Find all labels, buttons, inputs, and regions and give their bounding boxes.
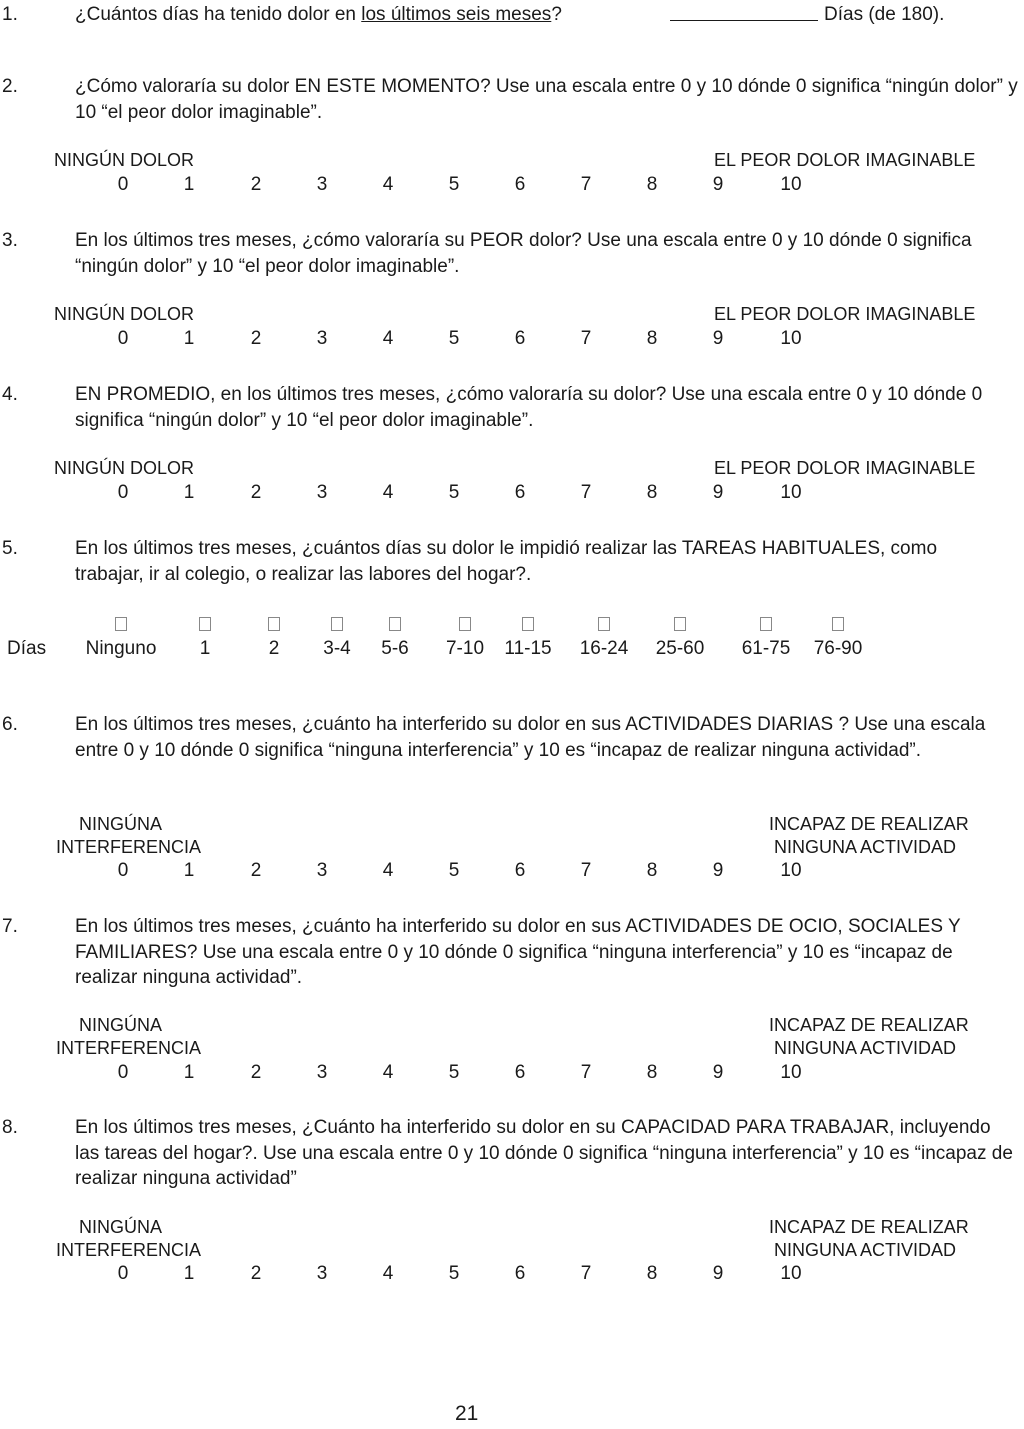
days-answer-blank[interactable] [670, 4, 818, 21]
question-number: 2. [2, 76, 18, 97]
days-option-label: 25-60 [655, 638, 705, 659]
scale-option-4[interactable]: 4 [382, 174, 394, 195]
scale-option-6[interactable]: 6 [514, 1062, 526, 1083]
scale-option-1[interactable]: 1 [183, 482, 195, 503]
question-text: En los últimos tres meses, ¿cuánto ha interferido su dolor en sus ACTIVIDADES DE OCIO, SOCIALES Y FAMILIARES? Use una escala entre 0 y 10 dónde 0 significa “ninguna interferencia” y 10 es “incapaz de realizar ninguna actividad”. [75, 916, 961, 988]
scale-option-7[interactable]: 7 [580, 860, 592, 881]
scale-label-right: EL PEOR DOLOR IMAGINABLE [714, 458, 976, 478]
question-number: 7. [2, 916, 18, 937]
underlined-phrase: los últimos seis meses [361, 4, 552, 25]
scale-option-9[interactable]: 9 [712, 174, 724, 195]
days-checkbox[interactable] [389, 617, 401, 631]
question-text: En los últimos tres meses, ¿Cuánto ha interferido su dolor en su CAPACIDAD PARA TRABAJAR, incluyendo las tareas del hogar?. Use una escala entre 0 y 10 dónde 0 significa “ninguna interferencia” y 10 es “incapaz de realizar ninguna actividad” [75, 1117, 1013, 1189]
scale-option-6[interactable]: 6 [514, 328, 526, 349]
question-text: En los últimos tres meses, ¿cómo valoraría su PEOR dolor? Use una escala entre 0 y 10 dónde 0 significa “ningún dolor” y 10 “el peor dolor imaginable”. [75, 230, 972, 277]
question-text: En los últimos tres meses, ¿cuántos días su dolor le impidió realizar las TAREAS HABITUALES, como trabajar, ir al colegio, o realizar las labores del hogar?. [75, 538, 938, 585]
scale-option-2[interactable]: 2 [250, 1263, 262, 1284]
question-text [75, 4, 562, 26]
scale-option-9[interactable]: 9 [712, 328, 724, 349]
scale-option-7[interactable]: 7 [580, 174, 592, 195]
scale-option-5[interactable]: 5 [448, 1062, 460, 1083]
scale-option-2[interactable]: 2 [250, 860, 262, 881]
scale-option-8[interactable]: 8 [646, 1062, 658, 1083]
days-option-label: Ninguno [85, 638, 157, 659]
scale-option-4[interactable]: 4 [382, 328, 394, 349]
scale-option-0[interactable]: 0 [117, 174, 129, 195]
scale-label-left-line1: NINGÚNA [79, 1217, 163, 1237]
scale-label-left-line2: INTERFERENCIA [56, 837, 202, 857]
days-checkbox[interactable] [522, 617, 534, 631]
scale-label-right-line2: NINGUNA ACTIVIDAD [774, 1240, 957, 1260]
scale-option-6[interactable]: 6 [514, 174, 526, 195]
scale-option-9[interactable]: 9 [712, 1263, 724, 1284]
scale-label-left-line1: NINGÚNA [79, 814, 163, 834]
question-number: 6. [2, 714, 18, 735]
question-text: EN PROMEDIO, en los últimos tres meses, ¿cómo valoraría su dolor? Use una escala entre 0 y 10 dónde 0 significa “ningún dolor” y 10 “el peor dolor imaginable”. [75, 384, 983, 431]
scale-option-7[interactable]: 7 [580, 328, 592, 349]
question-text: En los últimos tres meses, ¿cuánto ha interferido su dolor en sus ACTIVIDADES DIARIAS ? Use una escala entre 0 y 10 dónde 0 significa “ninguna interferencia” y 10 es “incapaz de realizar ninguna actividad”. [75, 714, 986, 761]
scale-option-5[interactable]: 5 [448, 1263, 460, 1284]
scale-option-1[interactable]: 1 [183, 174, 195, 195]
scale-option-7[interactable]: 7 [580, 1263, 592, 1284]
scale-option-1[interactable]: 1 [183, 1062, 195, 1083]
scale-label-right-line2: NINGUNA ACTIVIDAD [774, 1038, 957, 1058]
days-option-label: 7-10 [445, 638, 485, 659]
scale-option-1[interactable]: 1 [183, 328, 195, 349]
scale-option-2[interactable]: 2 [250, 1062, 262, 1083]
scale-option-0[interactable]: 0 [117, 482, 129, 503]
days-row-label: Días [7, 638, 47, 659]
question-text: ¿Cómo valoraría su dolor EN ESTE MOMENTO? Use una escala entre 0 y 10 dónde 0 significa “ningún dolor” y 10 “el peor dolor imaginable”. [75, 76, 1018, 123]
scale-option-4[interactable]: 4 [382, 1263, 394, 1284]
question-text-part: ? [551, 4, 562, 25]
question-number: 1. [2, 4, 18, 25]
scale-option-3[interactable]: 3 [316, 1263, 328, 1284]
days-checkbox[interactable] [598, 617, 610, 631]
scale-option-10[interactable]: 10 [780, 860, 802, 881]
days-checkbox[interactable] [832, 617, 844, 631]
question-text-part: ¿Cuántos días ha tenido dolor en [75, 4, 362, 25]
days-option-label: 76-90 [813, 638, 863, 659]
scale-label-right-line1: INCAPAZ DE REALIZAR [769, 1015, 969, 1035]
scale-option-5[interactable]: 5 [448, 328, 460, 349]
scale-option-10[interactable]: 10 [780, 1263, 802, 1284]
scale-option-2[interactable]: 2 [250, 482, 262, 503]
days-checkbox[interactable] [115, 617, 127, 631]
scale-option-5[interactable]: 5 [448, 860, 460, 881]
scale-option-10[interactable]: 10 [780, 328, 802, 349]
days-option-label: 16-24 [579, 638, 629, 659]
scale-option-2[interactable]: 2 [250, 328, 262, 349]
scale-option-3[interactable]: 3 [316, 860, 328, 881]
scale-option-6[interactable]: 6 [514, 482, 526, 503]
question-number: 3. [2, 230, 18, 251]
scale-option-7[interactable]: 7 [580, 482, 592, 503]
scale-label-right: EL PEOR DOLOR IMAGINABLE [714, 150, 976, 170]
scale-option-3[interactable]: 3 [316, 328, 328, 349]
scale-option-2[interactable]: 2 [250, 174, 262, 195]
days-option-label: 11-15 [504, 638, 552, 659]
days-option-label: 1 [199, 638, 211, 659]
days-checkbox[interactable] [331, 617, 343, 631]
scale-label-right-line1: INCAPAZ DE REALIZAR [769, 1217, 969, 1237]
scale-label-right: EL PEOR DOLOR IMAGINABLE [714, 304, 976, 324]
scale-option-8[interactable]: 8 [646, 860, 658, 881]
days-checkbox[interactable] [199, 617, 211, 631]
scale-option-1[interactable]: 1 [183, 1263, 195, 1284]
scale-option-3[interactable]: 3 [316, 1062, 328, 1083]
scale-option-4[interactable]: 4 [382, 860, 394, 881]
scale-option-7[interactable]: 7 [580, 1062, 592, 1083]
question-number: 4. [2, 384, 18, 405]
scale-option-10[interactable]: 10 [780, 482, 802, 503]
days-checkbox[interactable] [268, 617, 280, 631]
scale-option-8[interactable]: 8 [646, 328, 658, 349]
scale-option-4[interactable]: 4 [382, 1062, 394, 1083]
scale-option-9[interactable]: 9 [712, 860, 724, 881]
days-checkbox[interactable] [459, 617, 471, 631]
scale-label-left-line2: INTERFERENCIA [56, 1038, 202, 1058]
scale-option-0[interactable]: 0 [117, 1062, 129, 1083]
scale-option-0[interactable]: 0 [117, 328, 129, 349]
scale-option-6[interactable]: 6 [514, 860, 526, 881]
scale-label-left: NINGÚN DOLOR [54, 150, 195, 170]
scale-option-5[interactable]: 5 [448, 174, 460, 195]
page-number: 21 [455, 1402, 479, 1425]
scale-option-4[interactable]: 4 [382, 482, 394, 503]
days-option-label: 3-4 [323, 638, 351, 659]
scale-option-5[interactable]: 5 [448, 482, 460, 503]
scale-option-3[interactable]: 3 [316, 482, 328, 503]
days-checkbox[interactable] [674, 617, 686, 631]
days-option-label: 61-75 [741, 638, 791, 659]
scale-option-1[interactable]: 1 [183, 860, 195, 881]
scale-option-0[interactable]: 0 [117, 1263, 129, 1284]
scale-label-right-line2: NINGUNA ACTIVIDAD [774, 837, 957, 857]
scale-option-9[interactable]: 9 [712, 482, 724, 503]
scale-option-9[interactable]: 9 [712, 1062, 724, 1083]
scale-option-8[interactable]: 8 [646, 1263, 658, 1284]
days-option-label: 5-6 [381, 638, 409, 659]
question-number: 8. [2, 1117, 18, 1138]
scale-label-right-line1: INCAPAZ DE REALIZAR [769, 814, 969, 834]
question-number: 5. [2, 538, 18, 559]
scale-label-left-line2: INTERFERENCIA [56, 1240, 202, 1260]
scale-option-8[interactable]: 8 [646, 482, 658, 503]
scale-option-0[interactable]: 0 [117, 860, 129, 881]
scale-option-10[interactable]: 10 [780, 174, 802, 195]
scale-option-6[interactable]: 6 [514, 1263, 526, 1284]
scale-option-10[interactable]: 10 [780, 1062, 802, 1083]
days-checkbox[interactable] [760, 617, 772, 631]
scale-option-3[interactable]: 3 [316, 174, 328, 195]
answer-suffix: Días (de 180). [824, 4, 945, 25]
scale-label-left: NINGÚN DOLOR [54, 304, 195, 324]
days-option-label: 2 [268, 638, 280, 659]
scale-label-left: NINGÚN DOLOR [54, 458, 195, 478]
scale-label-left-line1: NINGÚNA [79, 1015, 163, 1035]
scale-option-8[interactable]: 8 [646, 174, 658, 195]
